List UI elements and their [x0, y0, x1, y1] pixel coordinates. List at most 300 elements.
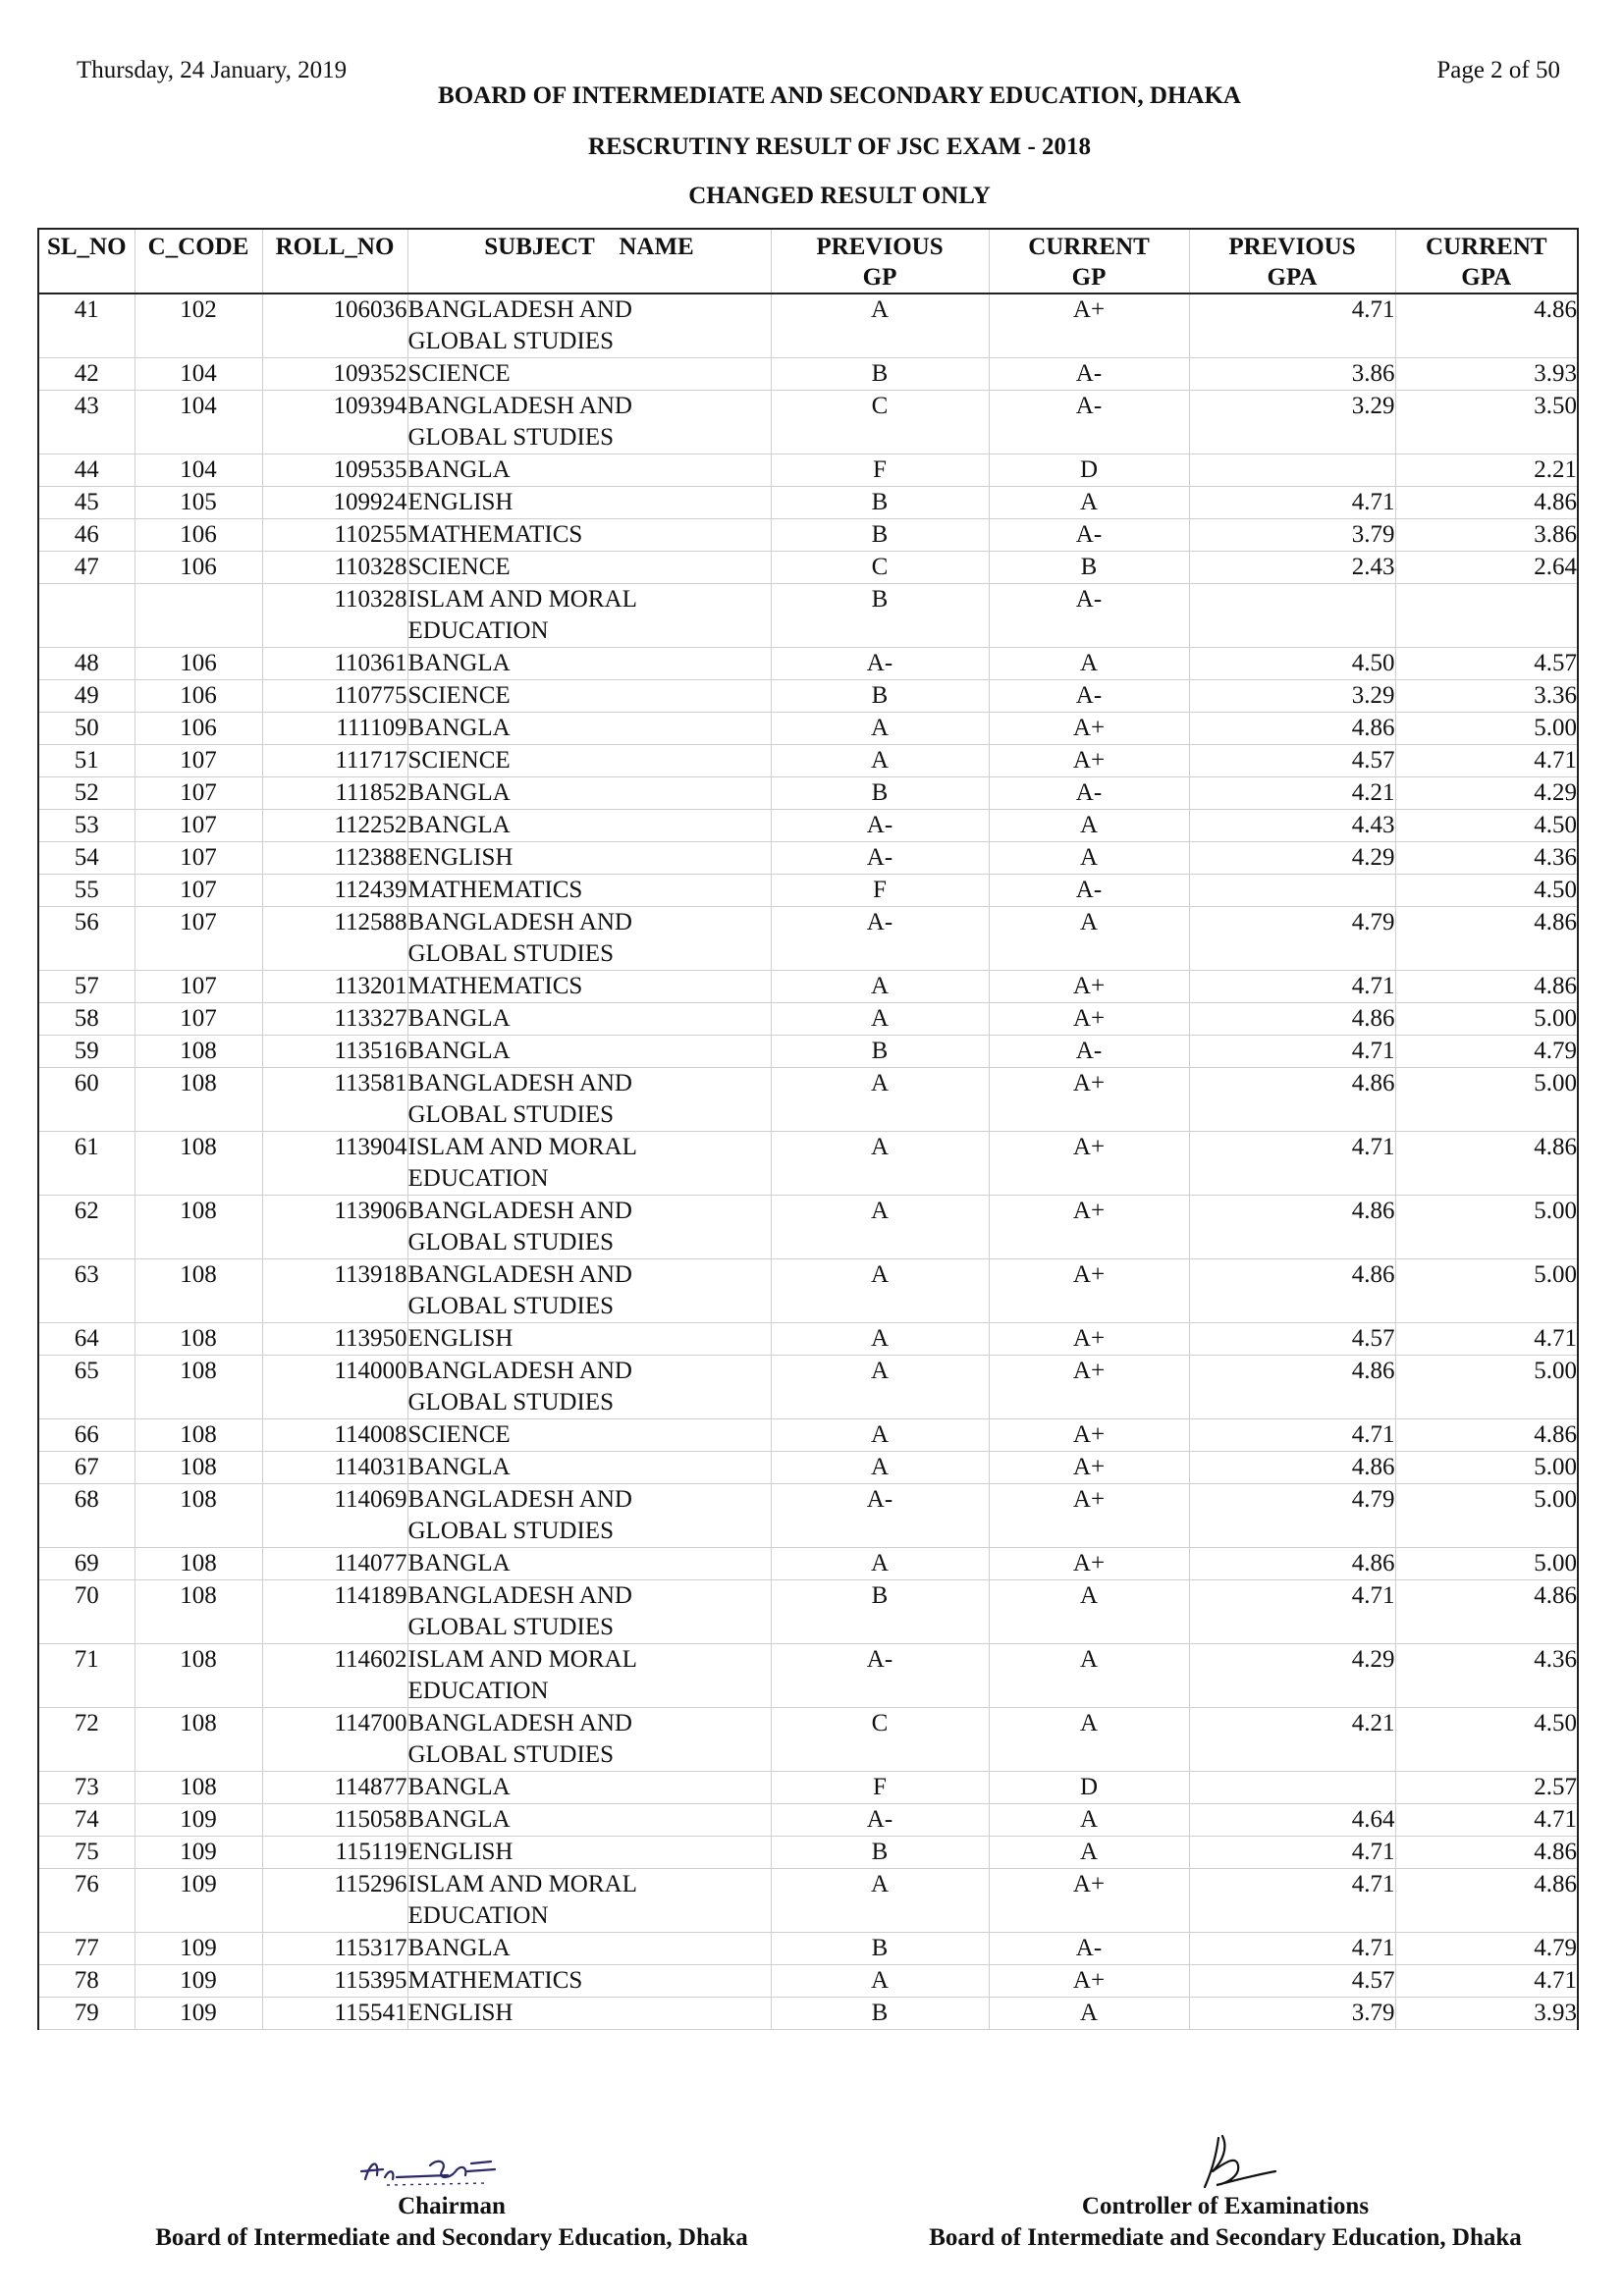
cell-sl-no: 60: [38, 1068, 135, 1132]
subject-line-1: ENGLISH: [407, 1325, 514, 1352]
subject-line-1: ENGLISH: [407, 1839, 514, 1865]
cell-current-gp: A: [989, 1804, 1189, 1837]
controller-title: Controller of Examinations: [1081, 2193, 1370, 2219]
table-row: [38, 454, 1578, 487]
cell-c-code: 108: [135, 1452, 262, 1484]
cell-previous-gpa: 4.86: [1189, 713, 1395, 745]
cell-subject-name: [407, 1965, 771, 1998]
cell-sl-no: 72: [38, 1708, 135, 1772]
cell-c-code: 107: [135, 810, 262, 842]
cell-sl-no: 67: [38, 1452, 135, 1484]
col-roll-no: ROLL_NO: [262, 229, 407, 294]
table-row: [38, 1580, 1578, 1644]
cell-roll-no: 112588: [262, 907, 407, 971]
cell-subject-name: [407, 487, 771, 519]
cell-current-gp: A-: [989, 875, 1189, 907]
cell-previous-gpa: 4.71: [1189, 1837, 1395, 1869]
cell-previous-gpa: [1189, 1772, 1395, 1804]
cell-current-gp: A-: [989, 777, 1189, 810]
table-row: [38, 745, 1578, 777]
subject-line-1: BANGLADESH AND: [407, 1710, 632, 1736]
cell-sl-no: 78: [38, 1965, 135, 1998]
cell-current-gp: A+: [989, 971, 1189, 1003]
cell-current-gp: D: [989, 1772, 1189, 1804]
cell-current-gpa: 4.71: [1395, 1965, 1578, 1998]
cell-sl-no: 68: [38, 1484, 135, 1548]
cell-c-code: 108: [135, 1548, 262, 1580]
cell-current-gp: A+: [989, 1548, 1189, 1580]
cell-roll-no: 109352: [262, 358, 407, 391]
cell-subject-name: [407, 713, 771, 745]
cell-previous-gp: B: [771, 1036, 989, 1068]
cell-previous-gpa: [1189, 584, 1395, 648]
cell-c-code: 106: [135, 713, 262, 745]
cell-roll-no: 110361: [262, 648, 407, 680]
cell-previous-gpa: 4.71: [1189, 487, 1395, 519]
cell-c-code: 107: [135, 745, 262, 777]
subject-line-1: BANGLA: [407, 1806, 511, 1833]
cell-previous-gpa: 4.71: [1189, 1869, 1395, 1933]
subject-line-1: ISLAM AND MORAL: [407, 1646, 637, 1673]
cell-current-gp: A+: [989, 294, 1189, 358]
cell-previous-gp: A: [771, 1132, 989, 1196]
cell-current-gp: A+: [989, 1196, 1189, 1259]
cell-current-gpa: 2.64: [1395, 552, 1578, 584]
cell-roll-no: 114602: [262, 1644, 407, 1708]
cell-previous-gp: A: [771, 1196, 989, 1259]
cell-subject-name: [407, 391, 771, 454]
cell-previous-gpa: 4.86: [1189, 1003, 1395, 1036]
cell-previous-gp: A: [771, 294, 989, 358]
cell-sl-no: 75: [38, 1837, 135, 1869]
cell-c-code: 109: [135, 1804, 262, 1837]
cell-previous-gp: B: [771, 1580, 989, 1644]
cell-previous-gpa: 4.71: [1189, 1132, 1395, 1196]
cell-sl-no: 50: [38, 713, 135, 745]
cell-current-gpa: 4.86: [1395, 971, 1578, 1003]
table-body: [38, 294, 1578, 2030]
cell-previous-gp: A: [771, 1452, 989, 1484]
cell-subject-name: [407, 1003, 771, 1036]
cell-current-gpa: 2.57: [1395, 1772, 1578, 1804]
cell-sl-no: 79: [38, 1998, 135, 2030]
cell-c-code: 102: [135, 294, 262, 358]
subject-line-1: BANGLA: [407, 650, 511, 676]
cell-c-code: 109: [135, 1869, 262, 1933]
cell-roll-no: 112252: [262, 810, 407, 842]
table-row: [38, 713, 1578, 745]
subject-line-1: SCIENCE: [407, 360, 511, 387]
cell-roll-no: 113516: [262, 1036, 407, 1068]
subject-line-1: BANGLADESH AND: [407, 1358, 632, 1384]
cell-previous-gpa: 4.57: [1189, 1965, 1395, 1998]
cell-previous-gpa: 4.86: [1189, 1068, 1395, 1132]
cell-sl-no: 73: [38, 1772, 135, 1804]
subject-line-2: GLOBAL STUDIES: [407, 1389, 614, 1415]
cell-subject-name: [407, 1036, 771, 1068]
cell-current-gpa: 4.71: [1395, 1804, 1578, 1837]
subject-line-2: GLOBAL STUDIES: [407, 1293, 614, 1319]
table-row: [38, 1484, 1578, 1548]
cell-current-gpa: 4.86: [1395, 294, 1578, 358]
cell-current-gpa: 4.86: [1395, 1580, 1578, 1644]
cell-subject-name: [407, 358, 771, 391]
cell-previous-gpa: 4.29: [1189, 1644, 1395, 1708]
cell-current-gpa: 2.21: [1395, 454, 1578, 487]
cell-previous-gp: C: [771, 391, 989, 454]
col-previous-gpa-line2: GPA: [1267, 264, 1318, 291]
table-row: [38, 842, 1578, 875]
cell-current-gp: A+: [989, 1356, 1189, 1419]
cell-previous-gp: A: [771, 1965, 989, 1998]
cell-roll-no: 115058: [262, 1804, 407, 1837]
cell-current-gp: A: [989, 842, 1189, 875]
cell-roll-no: 109535: [262, 454, 407, 487]
cell-current-gpa: 5.00: [1395, 1003, 1578, 1036]
subject-line-1: ISLAM AND MORAL: [407, 1871, 637, 1897]
subject-line-2: GLOBAL STUDIES: [407, 1101, 614, 1128]
cell-roll-no: 113950: [262, 1323, 407, 1356]
cell-sl-no: 45: [38, 487, 135, 519]
cell-subject-name: [407, 777, 771, 810]
cell-c-code: 107: [135, 971, 262, 1003]
cell-previous-gpa: 4.21: [1189, 1708, 1395, 1772]
table-row: [38, 1933, 1578, 1965]
cell-sl-no: 53: [38, 810, 135, 842]
cell-previous-gp: B: [771, 487, 989, 519]
cell-current-gp: A: [989, 1708, 1189, 1772]
cell-subject-name: [407, 584, 771, 648]
cell-current-gp: A-: [989, 358, 1189, 391]
cell-c-code: 104: [135, 391, 262, 454]
cell-subject-name: [407, 1323, 771, 1356]
cell-previous-gp: A: [771, 713, 989, 745]
cell-current-gpa: 5.00: [1395, 1068, 1578, 1132]
cell-sl-no: 52: [38, 777, 135, 810]
cell-current-gp: A: [989, 1998, 1189, 2030]
cell-sl-no: 55: [38, 875, 135, 907]
subject-line-2: GLOBAL STUDIES: [407, 1518, 614, 1544]
cell-current-gpa: 4.86: [1395, 487, 1578, 519]
cell-roll-no: 114008: [262, 1419, 407, 1452]
cell-current-gpa: 4.50: [1395, 810, 1578, 842]
table-row: [38, 907, 1578, 971]
cell-roll-no: 111109: [262, 713, 407, 745]
cell-subject-name: [407, 971, 771, 1003]
col-current-gpa-line2: GPA: [1461, 264, 1512, 291]
cell-current-gpa: 4.71: [1395, 1323, 1578, 1356]
cell-subject-name: [407, 745, 771, 777]
cell-sl-no: 69: [38, 1548, 135, 1580]
cell-current-gpa: 4.36: [1395, 1644, 1578, 1708]
cell-roll-no: 115296: [262, 1869, 407, 1933]
subject-line-1: BANGLADESH AND: [407, 1261, 632, 1288]
col-current-gp-line2: GP: [1071, 264, 1107, 291]
cell-current-gp: A+: [989, 1965, 1189, 1998]
cell-current-gp: A+: [989, 1869, 1189, 1933]
cell-current-gpa: 5.00: [1395, 1196, 1578, 1259]
cell-previous-gpa: 4.71: [1189, 1036, 1395, 1068]
results-table: [37, 228, 1579, 2030]
subject-line-1: MATHEMATICS: [407, 877, 583, 903]
cell-previous-gp: A-: [771, 1644, 989, 1708]
cell-c-code: 107: [135, 875, 262, 907]
cell-roll-no: 111852: [262, 777, 407, 810]
cell-roll-no: 111717: [262, 745, 407, 777]
cell-current-gp: A+: [989, 1323, 1189, 1356]
cell-previous-gpa: 4.71: [1189, 971, 1395, 1003]
cell-current-gpa: 3.93: [1395, 1998, 1578, 2030]
cell-roll-no: 115395: [262, 1965, 407, 1998]
table-row: [38, 1196, 1578, 1259]
subject-line-1: BANGLA: [407, 812, 511, 838]
cell-current-gpa: [1395, 584, 1578, 648]
subject-line-1: BANGLADESH AND: [407, 909, 632, 935]
cell-previous-gp: A-: [771, 1804, 989, 1837]
cell-previous-gp: F: [771, 875, 989, 907]
cell-roll-no: 113327: [262, 1003, 407, 1036]
cell-subject-name: [407, 1196, 771, 1259]
cell-sl-no: 42: [38, 358, 135, 391]
cell-roll-no: 115317: [262, 1933, 407, 1965]
cell-c-code: [135, 584, 262, 648]
table-row: [38, 1356, 1578, 1419]
cell-sl-no: 47: [38, 552, 135, 584]
subject-line-1: BANGLA: [407, 1454, 511, 1480]
cell-current-gpa: 3.50: [1395, 391, 1578, 454]
cell-previous-gpa: 3.79: [1189, 519, 1395, 552]
cell-current-gp: A-: [989, 680, 1189, 713]
cell-sl-no: 44: [38, 454, 135, 487]
subject-line-1: BANGLADESH AND: [407, 1070, 632, 1096]
cell-current-gp: A: [989, 1837, 1189, 1869]
cell-subject-name: [407, 1356, 771, 1419]
table-row: [38, 1965, 1578, 1998]
cell-previous-gp: B: [771, 680, 989, 713]
cell-current-gpa: 4.86: [1395, 907, 1578, 971]
subject-line-1: ENGLISH: [407, 2000, 514, 2026]
subject-line-2: EDUCATION: [407, 1165, 549, 1192]
chairman-block: [116, 2191, 787, 2254]
table-row: [38, 1036, 1578, 1068]
cell-subject-name: [407, 454, 771, 487]
cell-current-gp: A+: [989, 713, 1189, 745]
cell-c-code: 107: [135, 1003, 262, 1036]
col-previous-gpa: [1189, 229, 1395, 294]
cell-current-gp: A+: [989, 1452, 1189, 1484]
cell-c-code: 107: [135, 777, 262, 810]
subject-line-2: EDUCATION: [407, 1902, 549, 1929]
subject-line-2: GLOBAL STUDIES: [407, 328, 614, 354]
cell-subject-name: [407, 1484, 771, 1548]
subject-line-1: SCIENCE: [407, 682, 511, 709]
col-previous-gp-line1: PREVIOUS: [816, 234, 944, 260]
col-c-code: C_CODE: [135, 229, 262, 294]
cell-subject-name: [407, 648, 771, 680]
cell-subject-name: [407, 1804, 771, 1837]
cell-sl-no: 58: [38, 1003, 135, 1036]
board-title: BOARD OF INTERMEDIATE AND SECONDARY EDUCATION, DHAKA: [438, 82, 1241, 109]
table-row: [38, 1998, 1578, 2030]
cell-roll-no: 113201: [262, 971, 407, 1003]
cell-sl-no: 51: [38, 745, 135, 777]
cell-sl-no: 63: [38, 1259, 135, 1323]
cell-previous-gpa: 4.71: [1189, 1419, 1395, 1452]
subject-line-1: ENGLISH: [407, 489, 514, 515]
cell-previous-gp: A-: [771, 810, 989, 842]
cell-c-code: 108: [135, 1708, 262, 1772]
cell-c-code: 108: [135, 1036, 262, 1068]
cell-c-code: 106: [135, 680, 262, 713]
subject-line-2: EDUCATION: [407, 1678, 549, 1704]
cell-c-code: 109: [135, 1933, 262, 1965]
page-number: Page 2 of 50: [1436, 57, 1560, 83]
cell-subject-name: [407, 1644, 771, 1708]
col-current-gp-line1: CURRENT: [1028, 234, 1150, 260]
table-row: [38, 1003, 1578, 1036]
cell-current-gpa: 5.00: [1395, 1356, 1578, 1419]
cell-previous-gp: A: [771, 1003, 989, 1036]
cell-roll-no: 114189: [262, 1580, 407, 1644]
cell-subject-name: [407, 1580, 771, 1644]
cell-previous-gp: B: [771, 1933, 989, 1965]
cell-c-code: 108: [135, 1259, 262, 1323]
table-row: [38, 1708, 1578, 1772]
cell-subject-name: [407, 842, 771, 875]
subject-line-1: SCIENCE: [407, 747, 511, 774]
col-current-gpa-line1: CURRENT: [1425, 234, 1547, 260]
cell-current-gpa: 4.79: [1395, 1933, 1578, 1965]
cell-current-gpa: 5.00: [1395, 713, 1578, 745]
cell-current-gpa: 4.29: [1395, 777, 1578, 810]
col-sl-no: SL_NO: [38, 229, 135, 294]
cell-previous-gp: A: [771, 1356, 989, 1419]
cell-subject-name: [407, 1869, 771, 1933]
controller-org: Board of Intermediate and Secondary Education, Dhaka: [929, 2224, 1522, 2251]
chairman-title: Chairman: [398, 2193, 506, 2219]
table-row: [38, 1869, 1578, 1933]
subject-line-1: BANGLA: [407, 1774, 511, 1800]
subject-line-1: ISLAM AND MORAL: [407, 1134, 637, 1160]
cell-previous-gpa: 4.86: [1189, 1452, 1395, 1484]
cell-previous-gpa: 4.86: [1189, 1548, 1395, 1580]
cell-subject-name: [407, 1259, 771, 1323]
cell-sl-no: 54: [38, 842, 135, 875]
cell-sl-no: 71: [38, 1644, 135, 1708]
cell-sl-no: 59: [38, 1036, 135, 1068]
cell-roll-no: 115541: [262, 1998, 407, 2030]
cell-previous-gpa: 3.86: [1189, 358, 1395, 391]
cell-previous-gp: A: [771, 1419, 989, 1452]
table-row: [38, 1804, 1578, 1837]
cell-sl-no: 41: [38, 294, 135, 358]
cell-roll-no: 113918: [262, 1259, 407, 1323]
table-row: [38, 1452, 1578, 1484]
cell-roll-no: 110328: [262, 584, 407, 648]
cell-sl-no: 56: [38, 907, 135, 971]
cell-roll-no: 109394: [262, 391, 407, 454]
controller-block: [889, 2191, 1562, 2254]
cell-previous-gpa: 4.71: [1189, 294, 1395, 358]
cell-previous-gpa: 4.79: [1189, 907, 1395, 971]
cell-current-gpa: 4.71: [1395, 745, 1578, 777]
table-row: [38, 294, 1578, 358]
table-row: [38, 358, 1578, 391]
cell-previous-gp: A-: [771, 1484, 989, 1548]
table-row: [38, 1068, 1578, 1132]
table-row: [38, 1837, 1578, 1869]
cell-current-gpa: 4.86: [1395, 1837, 1578, 1869]
cell-current-gp: A-: [989, 1933, 1189, 1965]
cell-subject-name: [407, 294, 771, 358]
cell-current-gp: A-: [989, 519, 1189, 552]
col-current-gpa: [1395, 229, 1578, 294]
cell-current-gpa: 3.86: [1395, 519, 1578, 552]
cell-current-gp: A: [989, 907, 1189, 971]
cell-sl-no: 62: [38, 1196, 135, 1259]
subject-line-1: BANGLA: [407, 1038, 511, 1064]
subject-line-1: BANGLADESH AND: [407, 1486, 632, 1513]
subject-line-1: BANGLA: [407, 456, 511, 483]
cell-previous-gp: C: [771, 552, 989, 584]
cell-current-gp: A+: [989, 1419, 1189, 1452]
cell-roll-no: 113904: [262, 1132, 407, 1196]
cell-sl-no: [38, 584, 135, 648]
cell-current-gpa: 5.00: [1395, 1548, 1578, 1580]
cell-c-code: 106: [135, 648, 262, 680]
subject-line-1: BANGLA: [407, 1005, 511, 1032]
cell-previous-gpa: 4.57: [1189, 1323, 1395, 1356]
cell-current-gp: A+: [989, 1132, 1189, 1196]
cell-previous-gpa: 4.43: [1189, 810, 1395, 842]
cell-previous-gp: A: [771, 745, 989, 777]
cell-subject-name: [407, 1708, 771, 1772]
subject-line-1: BANGLA: [407, 715, 511, 741]
cell-c-code: 106: [135, 552, 262, 584]
subject-line-1: BANGLA: [407, 779, 511, 806]
subject-line-2: GLOBAL STUDIES: [407, 1229, 614, 1255]
cell-sl-no: 70: [38, 1580, 135, 1644]
cell-sl-no: 49: [38, 680, 135, 713]
cell-previous-gpa: [1189, 875, 1395, 907]
cell-current-gpa: 4.86: [1395, 1132, 1578, 1196]
cell-roll-no: 114700: [262, 1708, 407, 1772]
cell-current-gpa: 5.00: [1395, 1484, 1578, 1548]
subject-line-2: GLOBAL STUDIES: [407, 940, 614, 967]
cell-current-gp: A+: [989, 1259, 1189, 1323]
cell-roll-no: 109924: [262, 487, 407, 519]
col-previous-gp: [771, 229, 989, 294]
cell-previous-gpa: 4.21: [1189, 777, 1395, 810]
cell-roll-no: 114031: [262, 1452, 407, 1484]
col-previous-gp-line2: GP: [862, 264, 897, 291]
cell-current-gp: A: [989, 810, 1189, 842]
cell-current-gp: A-: [989, 1036, 1189, 1068]
cell-c-code: 109: [135, 1837, 262, 1869]
cell-roll-no: 106036: [262, 294, 407, 358]
cell-c-code: 109: [135, 1998, 262, 2030]
cell-previous-gpa: 4.57: [1189, 745, 1395, 777]
subject-line-1: ENGLISH: [407, 844, 514, 871]
cell-roll-no: 112388: [262, 842, 407, 875]
cell-subject-name: [407, 1452, 771, 1484]
cell-previous-gp: B: [771, 1998, 989, 2030]
cell-subject-name: [407, 1548, 771, 1580]
chairman-org: Board of Intermediate and Secondary Education, Dhaka: [155, 2224, 748, 2251]
cell-sl-no: 57: [38, 971, 135, 1003]
cell-c-code: 104: [135, 358, 262, 391]
col-subject-name: SUBJECT NAME: [407, 229, 771, 294]
